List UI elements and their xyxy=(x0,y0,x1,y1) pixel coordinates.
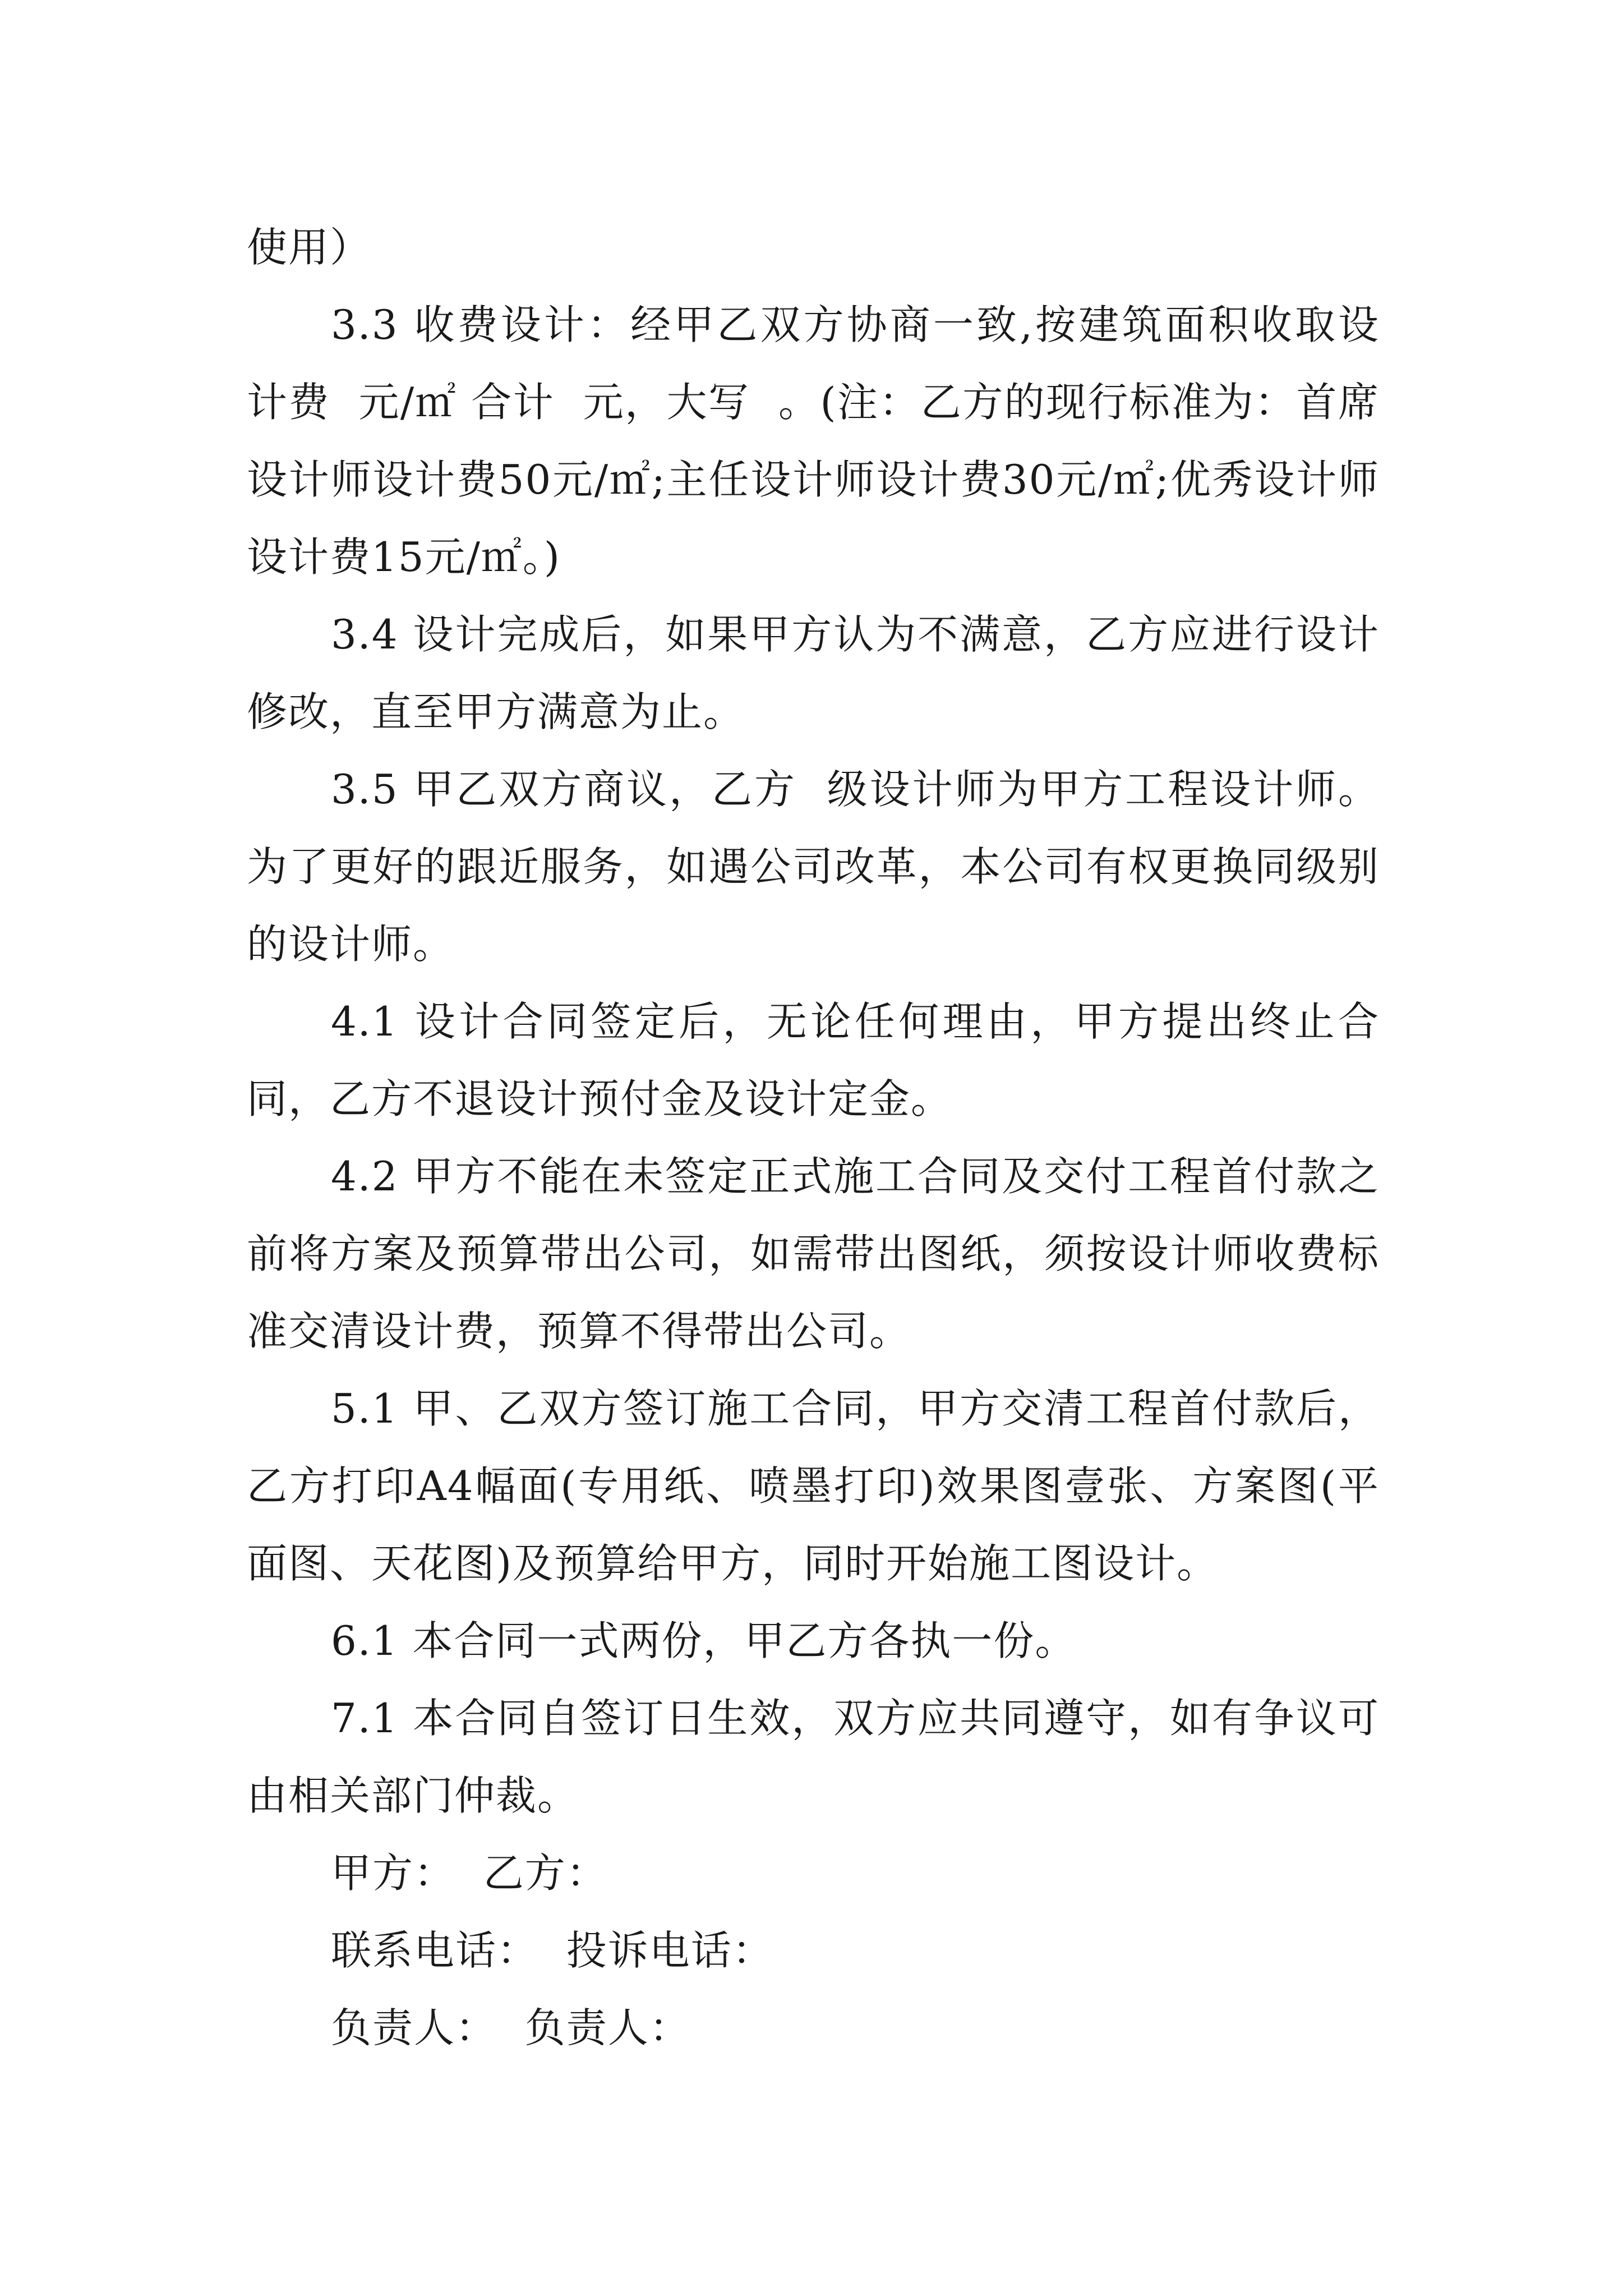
signature-phone-line: 联系电话： 投诉电话： xyxy=(331,1927,774,1974)
document-body xyxy=(247,209,1380,2067)
paragraph-3-5-designer-level: 3.5 甲乙双方商议，乙方 级设计师为甲方工程设计师。为了更好的跟近服务，如遇公司改革，本公司有权更换同级别的设计师。 xyxy=(247,766,1380,968)
signature-parties-line: 甲方： 乙方： xyxy=(331,1849,608,1897)
paragraph-3-3-fee-design: 3.3 收费设计：经甲乙双方协商一致,按建筑面积收取设计费 元/㎡ 合计 元，大写 。(注：乙方的现行标准为：首席设计师设计费50元/㎡;主任设计师设计费30元/㎡;优秀设计师设计费15元/㎡。) xyxy=(247,301,1380,581)
signature-person-line: 负责人： 负责人： xyxy=(331,2004,691,2051)
paragraph-usage-end: 使用） xyxy=(247,224,372,271)
paragraph-6-1-copies: 6.1 本合同一式两份，甲乙方各执一份。 xyxy=(331,1617,1077,1664)
paragraph-4-1-termination: 4.1 设计合同签定后，无论任何理由，甲方提出终止合同，乙方不退设计预付金及设计定金。 xyxy=(247,998,1380,1122)
paragraph-4-2-plans-budget: 4.2 甲方不能在未签定正式施工合同及交付工程首付款之前将方案及预算带出公司，如需带出图纸，须按设计师收费标准交清设计费，预算不得带出公司。 xyxy=(247,1153,1380,1355)
paragraph-3-4-revision: 3.4 设计完成后，如果甲方认为不满意，乙方应进行设计修改，直至甲方满意为止。 xyxy=(247,611,1380,735)
paragraph-7-1-effective: 7.1 本合同自签订日生效，双方应共同遵守，如有争议可由相关部门仲裁。 xyxy=(247,1695,1380,1819)
paragraph-5-1-construction-contract: 5.1 甲、乙双方签订施工合同，甲方交清工程首付款后，乙方打印A4幅面(专用纸、喷墨打印)效果图壹张、方案图(平面图、天花图)及预算给甲方，同时开始施工图设计。 xyxy=(247,1385,1380,1587)
